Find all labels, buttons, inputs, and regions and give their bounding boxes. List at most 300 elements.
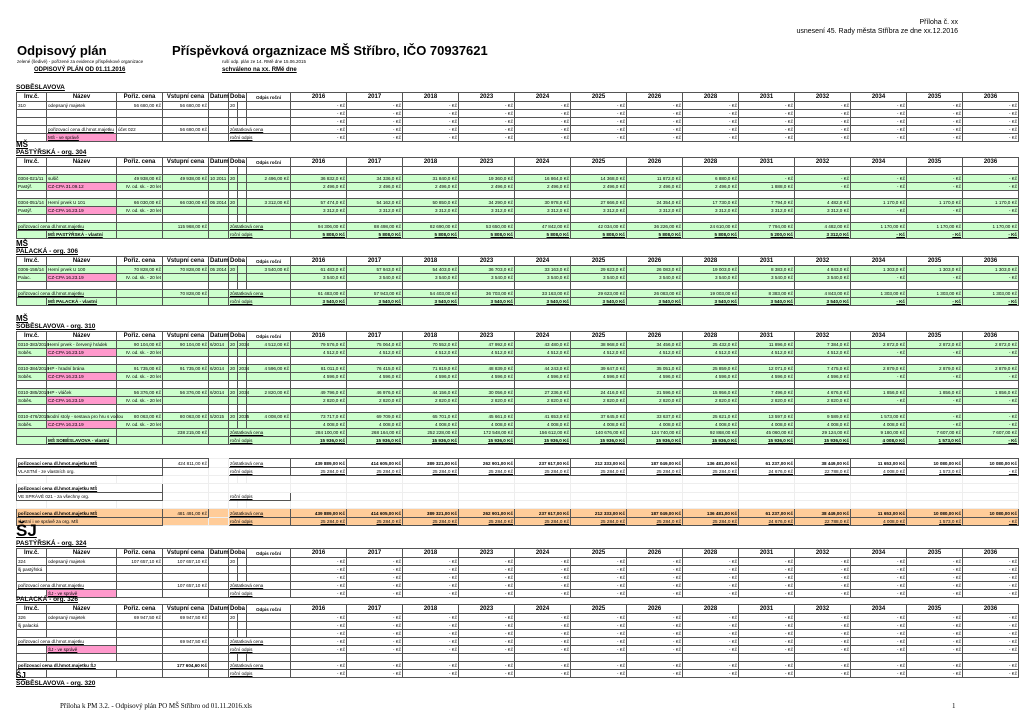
table-cell: 3 540,0 Kč: [291, 274, 347, 282]
col-header-year: 2016: [291, 549, 347, 558]
table-cell: [403, 282, 459, 290]
table-cell: [739, 501, 795, 509]
table-cell: 0310-476/2015: [18, 414, 49, 419]
table-cell: [963, 484, 1019, 493]
table-cell: 20: [229, 365, 238, 373]
table-cell: [459, 215, 515, 223]
table-cell: [209, 558, 229, 566]
table-cell: 4 512,0 Kč: [347, 349, 403, 357]
table-cell: - Kč: [403, 118, 459, 126]
table-cell: 48 839,0 Kč: [459, 365, 515, 373]
table-row: [17, 558, 1019, 566]
table-cell: - Kč: [851, 646, 907, 654]
table-cell: 25 284,0 Kč: [683, 468, 739, 476]
table-cell: - Kč: [347, 646, 403, 654]
table-cell: 3 540,0 Kč: [739, 274, 795, 282]
table-cell: roční odpis: [229, 590, 291, 598]
section-name: PASTÝŘSKÁ - org. 324: [16, 540, 87, 547]
table-cell: 10 080,00 Kč: [963, 509, 1019, 518]
table-cell: - Kč: [739, 574, 795, 582]
col-header-poriz: Pořiz. cena: [117, 549, 163, 558]
table-cell: 2 820,00 Kč: [247, 389, 291, 397]
table-cell: [163, 349, 209, 357]
table-cell: [47, 501, 117, 509]
table-cell: [247, 421, 291, 429]
table-cell: [291, 191, 347, 199]
table-cell: [459, 476, 515, 484]
table-cell: [238, 614, 247, 622]
table-cell: [163, 381, 209, 389]
table-cell: 88 498,00 Kč: [347, 223, 403, 231]
col-header-year: 2025: [571, 93, 627, 102]
table-cell: 25 284,0 Kč: [459, 468, 515, 476]
table-cell: - Kč: [515, 110, 571, 118]
table-cell: - Kč: [683, 614, 739, 622]
table-cell: 4 008,0 Kč: [851, 518, 907, 526]
ms-heading: MŠ: [16, 239, 28, 248]
table-cell: [163, 191, 209, 199]
table-cell: 10 080,00 Kč: [907, 459, 963, 468]
col-header-year: 2032: [795, 605, 851, 614]
table-cell: [238, 405, 247, 413]
table-cell: [117, 574, 163, 582]
table-row: [17, 191, 1019, 199]
table-cell: 34 336,0 Kč: [347, 175, 403, 183]
table-cell: - Kč: [963, 118, 1019, 126]
col-header-year: 2025: [571, 332, 627, 341]
table-cell: [627, 484, 683, 493]
table-cell: [209, 349, 229, 357]
table-cell: - Kč: [459, 566, 515, 574]
table-cell: [403, 191, 459, 199]
table-cell: 2 879,0 Kč: [907, 365, 963, 373]
table-cell: - Kč: [907, 349, 963, 357]
table-cell: - Kč: [795, 183, 851, 191]
table-cell: - Kč: [627, 110, 683, 118]
table-cell: - Kč: [907, 175, 963, 183]
table-cell: - Kč: [795, 134, 851, 142]
table-cell: - Kč: [571, 662, 627, 670]
table-cell: 4 008,0 Kč: [851, 437, 907, 445]
table-cell: [47, 381, 117, 389]
table-cell: 4 512,0 Kč: [403, 349, 459, 357]
table-cell: 45 661,0 Kč: [459, 413, 515, 421]
table-cell: [163, 484, 209, 493]
table-cell: [851, 405, 907, 413]
table-cell: IV. od. sk. - 20 let: [117, 421, 163, 429]
table-cell: 3 540,0 Kč: [403, 274, 459, 282]
table-cell: 54 403,0 Kč: [403, 266, 459, 274]
table-cell: - Kč: [627, 622, 683, 630]
table-cell: - Kč: [683, 590, 739, 598]
table-row: [17, 638, 1019, 646]
table-cell: - Kč: [683, 622, 739, 630]
table-cell: 187 049,00 Kč: [627, 459, 683, 468]
table-cell: - Kč: [347, 574, 403, 582]
col-header-vstup: Vstupní cena: [163, 549, 209, 558]
table-cell: 136 481,00 Kč: [683, 459, 739, 468]
table-cell: [851, 476, 907, 484]
table-cell: - Kč: [683, 134, 739, 142]
table-cell: pořizovací cena dl.hmot.majetku: [17, 290, 117, 298]
col-header-odpis: Odpis roční: [247, 257, 291, 266]
table-cell: [238, 183, 247, 191]
table-cell: [627, 493, 683, 501]
table-cell: 389 321,00 Kč: [403, 459, 459, 468]
table-cell: [117, 437, 163, 445]
table-cell: 30 978,0 Kč: [515, 199, 571, 207]
table-cell: [247, 167, 291, 175]
table-cell: [163, 110, 209, 118]
table-cell: 66 030,00 Kč: [163, 199, 209, 207]
table-cell: - Kč: [459, 630, 515, 638]
col-header-inv: Inv.č.: [17, 257, 47, 266]
col-header-nazev: Název: [47, 257, 117, 266]
table-cell: 2 820,0 Kč: [291, 397, 347, 405]
table-cell: [47, 654, 117, 662]
table-cell: 91 735,00 Kč: [117, 365, 163, 373]
table-cell: 2 879,0 Kč: [963, 365, 1019, 373]
table-cell: [163, 421, 209, 429]
table-row: [17, 501, 1019, 509]
table-cell: - Kč: [347, 622, 403, 630]
col-header-poriz: Pořiz. cena: [117, 257, 163, 266]
table-cell: 2 820,0 Kč: [795, 397, 851, 405]
table-cell: [247, 558, 291, 566]
org-title: Příspěvková orgaznizace MŠ Stříbro, IČO 70937621: [172, 43, 488, 58]
table-cell: - Kč: [851, 373, 907, 381]
table-cell: [571, 405, 627, 413]
table-cell: [238, 199, 247, 207]
table-cell: [247, 357, 291, 365]
table-cell: [571, 215, 627, 223]
table-cell: 10 2011: [209, 175, 229, 183]
table-cell: 284 100,00 Kč: [291, 429, 347, 437]
table-cell: - Kč: [963, 207, 1019, 215]
asset-table: [16, 331, 1019, 445]
table-cell: - Kč: [515, 558, 571, 566]
table-cell: 33 163,00 Kč: [515, 290, 571, 298]
table-cell: - Kč: [459, 662, 515, 670]
col-header-year: 2031: [739, 605, 795, 614]
table-cell: IV. od. sk. - 20 let: [117, 397, 163, 405]
table-cell: 107 657,10 Kč: [163, 558, 209, 566]
table-cell: 2 496,0 Kč: [515, 183, 571, 191]
table-cell: 2 496,0 Kč: [627, 183, 683, 191]
table-cell: [627, 654, 683, 662]
table-cell: - Kč: [963, 437, 1019, 445]
table-cell: 73 717,0 Kč: [291, 413, 347, 421]
table-cell: [627, 476, 683, 484]
table-cell: 4 008,0 Kč: [571, 421, 627, 429]
col-header-odpis: Odpis roční: [247, 93, 291, 102]
table-cell: 4 512,0 Kč: [795, 349, 851, 357]
col-header-year: 2023: [459, 93, 515, 102]
table-cell: [627, 405, 683, 413]
table-cell: [117, 501, 163, 509]
table-cell: 19 003,0 Kč: [683, 266, 739, 274]
table-cell: 5 808,0 Kč: [403, 231, 459, 239]
table-cell: [209, 110, 229, 118]
col-header-nazev: Název: [47, 605, 117, 614]
table-cell: - Kč: [291, 566, 347, 574]
table-cell: 1 303,00 Kč: [851, 290, 907, 298]
table-cell: [347, 381, 403, 389]
col-header-year: 2031: [739, 93, 795, 102]
table-cell: [347, 191, 403, 199]
table-cell: [963, 381, 1019, 389]
table-cell: [683, 381, 739, 389]
table-cell: - Kč: [683, 558, 739, 566]
table-cell: - Kč: [907, 110, 963, 118]
table-header-row: [17, 257, 1019, 266]
col-header-year: 2034: [851, 257, 907, 266]
table-cell: [347, 484, 403, 493]
table-cell: [238, 102, 247, 110]
col-header-year: 2026: [627, 605, 683, 614]
col-header-vstup: Vstupní cena: [163, 93, 209, 102]
table-cell: 4 596,0 Kč: [347, 373, 403, 381]
table-cell: [117, 231, 163, 239]
table-cell: 6 880,0 Kč: [683, 175, 739, 183]
table-cell: [229, 110, 238, 118]
table-cell: 44 156,0 Kč: [403, 389, 459, 397]
section-name: PALACKÁ - org. 326: [16, 596, 78, 603]
table-cell: roční odpis: [229, 493, 291, 501]
table-cell: [209, 397, 229, 405]
table-cell: [907, 501, 963, 509]
col-header-year: 2032: [795, 257, 851, 266]
table-cell: - Kč: [347, 630, 403, 638]
table-cell: [247, 215, 291, 223]
table-cell: [851, 654, 907, 662]
table-cell: - Kč: [403, 638, 459, 646]
table-cell: MŠ PASTÝŘSKÁ - vlastní: [47, 231, 117, 239]
table-cell: [795, 191, 851, 199]
table-cell: 4 596,0 Kč: [627, 373, 683, 381]
table-cell: 1 573,0 Kč: [907, 468, 963, 476]
table-cell: [229, 622, 238, 630]
table-cell: [247, 630, 291, 638]
table-cell: 61 483,0 Kč: [291, 266, 347, 274]
table-cell: [515, 167, 571, 175]
table-cell: 42 034,00 Kč: [571, 223, 627, 231]
page-number: 1: [952, 702, 956, 710]
table-cell: HP - vláček: [47, 389, 117, 397]
table-cell: [571, 654, 627, 662]
table-cell: CZ-CPA 16.23.19: [47, 274, 117, 282]
table-row: [17, 274, 1019, 282]
col-header-nazev: Název: [47, 549, 117, 558]
table-cell: IV. od. sk. - 20 let: [117, 349, 163, 357]
table-cell: - Kč: [907, 102, 963, 110]
table-cell: [403, 493, 459, 501]
table-cell: - Kč: [739, 622, 795, 630]
table-cell: 46 976,0 Kč: [347, 389, 403, 397]
table-cell: roční odpis: [229, 670, 291, 678]
table-cell: [209, 614, 229, 622]
table-cell: 2 496,0 Kč: [347, 183, 403, 191]
table-cell: 81 011,0 Kč: [291, 365, 347, 373]
table-cell: 2 496,0 Kč: [683, 183, 739, 191]
table-cell: CZ-CPA 16.23.19: [47, 421, 117, 429]
table-cell: [117, 429, 163, 437]
table-cell: - Kč: [291, 102, 347, 110]
col-header-year: 2032: [795, 158, 851, 167]
table-cell: - Kč: [403, 646, 459, 654]
col-header-doba: Doba: [230, 258, 245, 264]
table-cell: [683, 501, 739, 509]
section-name: SOBĚSLAVOVA - org. 310: [16, 323, 96, 330]
table-cell: [459, 191, 515, 199]
table-cell: [515, 357, 571, 365]
table-cell: 70 828,00 Kč: [163, 290, 209, 298]
table-cell: [229, 484, 291, 493]
col-header-inv: Inv.č.: [17, 93, 47, 102]
table-cell: 3 312,00 Kč: [247, 199, 291, 207]
table-cell: 90 104,00 Kč: [117, 341, 163, 349]
table-cell: [209, 662, 229, 670]
table-cell: [459, 484, 515, 493]
table-cell: 3 312,0 Kč: [739, 207, 795, 215]
table-cell: [229, 381, 238, 389]
table-cell: [571, 484, 627, 493]
table-cell: pořizovací cena dl.hmot.majetku ŠJ: [17, 662, 163, 670]
table-cell: IV. od. sk. - 20 let: [117, 274, 163, 282]
table-cell: 8 383,00 Kč: [739, 290, 795, 298]
table-cell: - Kč: [907, 207, 963, 215]
table-cell: 17 730,0 Kč: [683, 199, 739, 207]
table-cell: - Kč: [459, 590, 515, 598]
table-cell: 90 104,00 Kč: [163, 341, 209, 349]
table-cell: [403, 476, 459, 484]
table-cell: [739, 381, 795, 389]
table-cell: - Kč: [851, 126, 907, 134]
col-header-vstup: Vstupní cena: [163, 332, 209, 341]
section-sj-palacka: [16, 596, 1018, 678]
col-header-year: 2036: [963, 332, 1019, 341]
table-cell: 2 496,0 Kč: [571, 183, 627, 191]
table-cell: [229, 397, 238, 405]
table-cell: - Kč: [851, 349, 907, 357]
col-header-doba: Doba: [230, 94, 245, 100]
table-cell: [627, 191, 683, 199]
col-header-year: 2028: [683, 605, 739, 614]
col-header-year: 2026: [627, 93, 683, 102]
table-cell: [851, 501, 907, 509]
col-header-datum: Datum: [210, 606, 229, 612]
table-cell: 3 312,0 Kč: [795, 231, 851, 239]
table-header-row: [17, 332, 1019, 341]
table-cell: 56 680,00 Kč: [117, 102, 163, 110]
table-cell: [247, 110, 291, 118]
table-cell: 7 607,00 Kč: [907, 429, 963, 437]
table-cell: [571, 282, 627, 290]
col-header-inv: Inv.č.: [17, 332, 47, 341]
table-cell: - Kč: [907, 118, 963, 126]
table-row: [17, 622, 1019, 630]
table-cell: [238, 421, 247, 429]
table-cell: 20: [229, 341, 238, 349]
table-cell: - Kč: [963, 231, 1019, 239]
table-cell: 15 936,0 Kč: [403, 437, 459, 445]
table-cell: - Kč: [963, 183, 1019, 191]
table-cell: - Kč: [459, 134, 515, 142]
table-row: [17, 118, 1019, 126]
table-cell: [907, 357, 963, 365]
table-cell: [117, 381, 163, 389]
table-cell: [238, 381, 247, 389]
table-cell: [47, 282, 117, 290]
table-cell: 4 596,0 Kč: [683, 373, 739, 381]
table-cell: 3 540,0 Kč: [627, 298, 683, 306]
table-cell: - Kč: [627, 582, 683, 590]
table-cell: [209, 102, 229, 110]
col-header-nazev: Název: [47, 93, 117, 102]
table-cell: 20: [229, 102, 238, 110]
col-header-odpis: Odpis roční: [247, 605, 291, 614]
table-cell: 38 449,00 Kč: [795, 509, 851, 518]
table-cell: - Kč: [571, 558, 627, 566]
table-cell: [163, 437, 209, 445]
table-cell: - Kč: [683, 566, 739, 574]
table-cell: 4 596,0 Kč: [403, 373, 459, 381]
table-cell: [163, 357, 209, 365]
table-cell: ŠJ - ve správě: [47, 646, 117, 654]
col-header-year: 2026: [627, 257, 683, 266]
table-cell: [238, 266, 247, 274]
table-cell: - Kč: [683, 582, 739, 590]
table-cell: [851, 357, 907, 365]
col-header-year: 2023: [459, 332, 515, 341]
table-cell: - Kč: [403, 662, 459, 670]
col-header-year: 2024: [515, 93, 571, 102]
table-cell: 0304-021/11: [17, 175, 47, 183]
table-cell: - Kč: [515, 622, 571, 630]
asset-table: [16, 157, 1019, 239]
table-cell: [515, 654, 571, 662]
table-row: [17, 381, 1019, 389]
table-cell: [907, 215, 963, 223]
table-cell: [291, 282, 347, 290]
table-cell: 41 653,0 Kč: [515, 413, 571, 421]
col-header-year: 2018: [403, 257, 459, 266]
table-cell: - Kč: [627, 638, 683, 646]
table-cell: 38 968,0 Kč: [571, 341, 627, 349]
table-cell: [238, 566, 247, 574]
col-header-year: 2017: [347, 93, 403, 102]
col-header-year: 2023: [459, 549, 515, 558]
table-cell: 15 936,0 Kč: [627, 437, 683, 445]
table-row: [17, 175, 1019, 183]
table-cell: 0310-385/2014: [18, 390, 49, 395]
table-cell: 56 376,00 Kč: [163, 389, 209, 397]
table-cell: [963, 357, 1019, 365]
table-cell: - Kč: [907, 590, 963, 598]
table-cell: 10 080,00 Kč: [963, 459, 1019, 468]
section-sj-pastyrska: [16, 522, 1018, 598]
table-cell: - Kč: [683, 102, 739, 110]
table-cell: roční odpis: [229, 468, 291, 476]
table-cell: [291, 167, 347, 175]
table-cell: 2035: [239, 414, 250, 419]
table-cell: - Kč: [963, 175, 1019, 183]
table-cell: - Kč: [515, 118, 571, 126]
table-cell: - Kč: [795, 126, 851, 134]
table-cell: [247, 381, 291, 389]
table-cell: [515, 215, 571, 223]
table-cell: [247, 373, 291, 381]
